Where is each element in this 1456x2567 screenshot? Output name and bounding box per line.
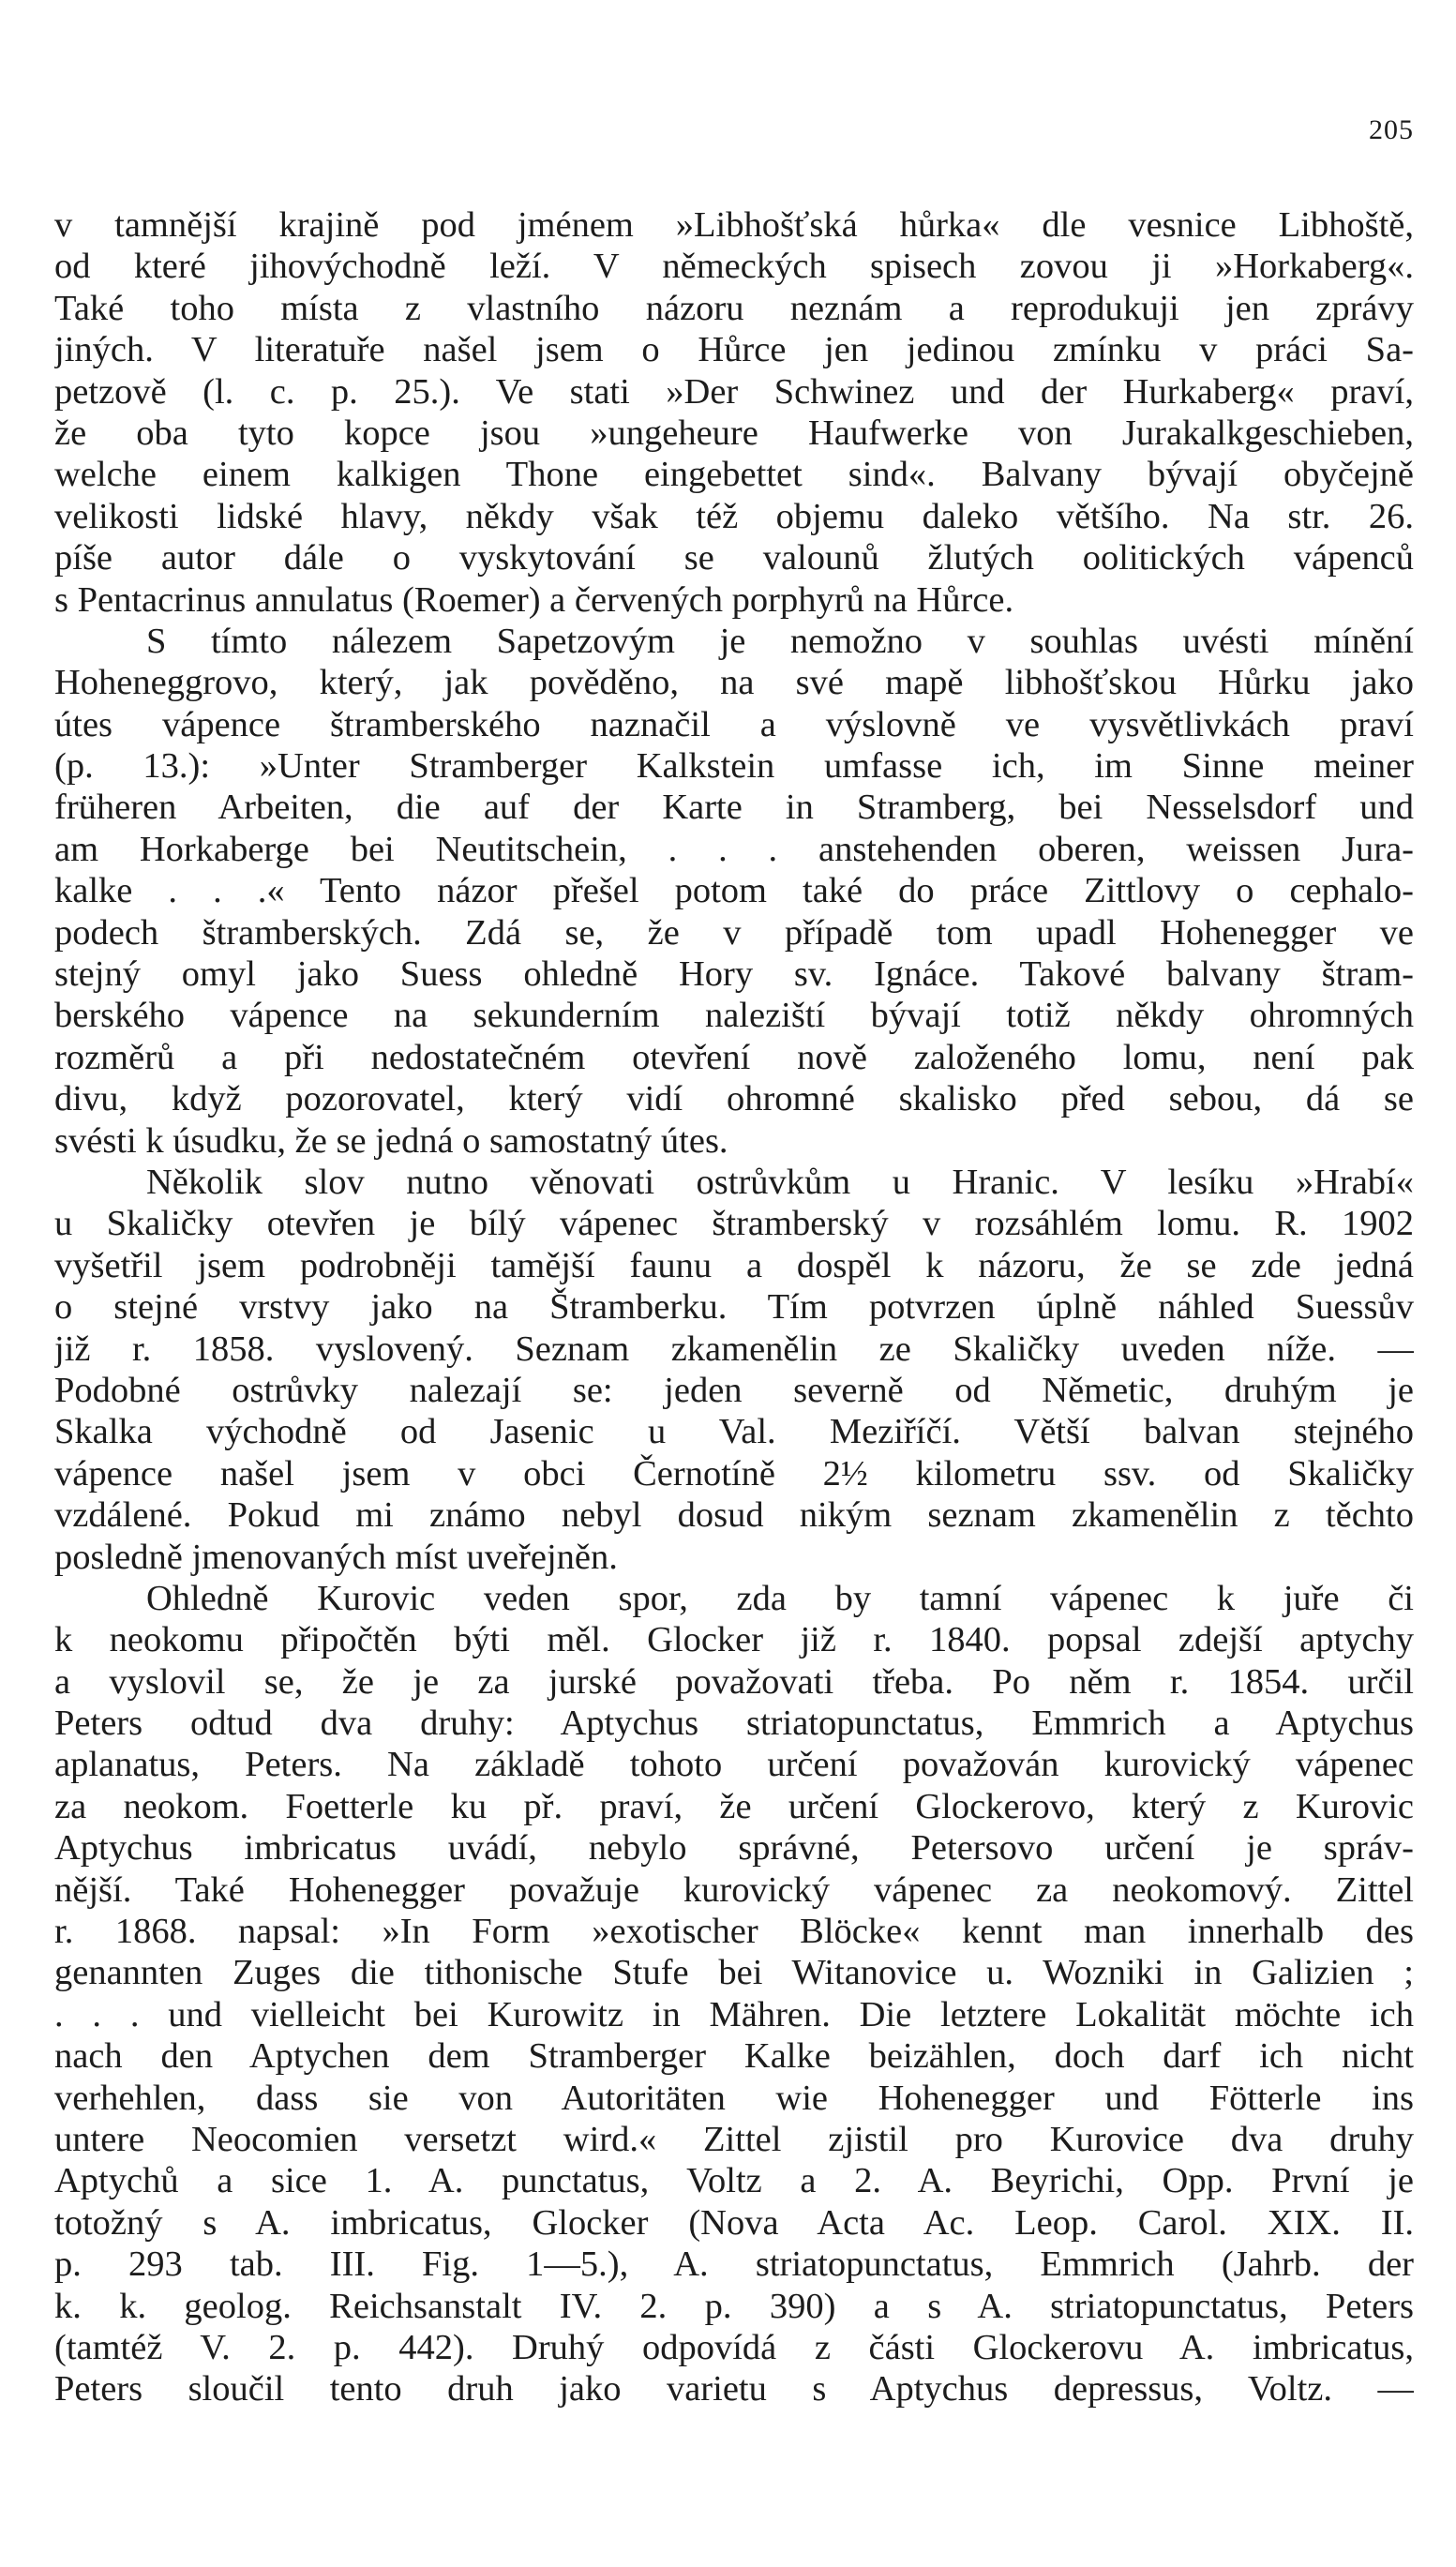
text-line: již r. 1858. vyslovený. Seznam zkamenělin ze Skaličky uveden níže. —	[54, 1329, 1414, 1369]
text-line: (tamtéž V. 2. p. 442). Druhý odpovídá z části Glockerovu A. imbricatus,	[54, 2327, 1414, 2367]
text-line: velikosti lidské hlavy, někdy však též objemu daleko většího. Na str. 26.	[54, 496, 1414, 536]
text-line: rozměrů a při nedostatečném otevření nově založeného lomu, není pak	[54, 1037, 1414, 1077]
text-line: stejný omyl jako Suess ohledně Hory sv. Ignáce. Takové balvany štram-	[54, 954, 1414, 995]
text-line: vápence našel jsem v obci Černotíně 2½ kilometru ssv. od Skaličky	[54, 1453, 1414, 1494]
text-line: k. k. geolog. Reichsanstalt IV. 2. p. 390) a s A. striatopunctatus, Peters	[54, 2286, 1414, 2326]
text-line: útes vápence štramberského naznačil a výslovně ve vysvětlivkách praví	[54, 704, 1414, 744]
text-line: Několik slov nutno věnovati ostrůvkům u Hranic. V lesíku »Hrabí«	[146, 1162, 1414, 1202]
text-line: že oba tyto kopce jsou »ungeheure Haufwerke von Jurakalkgeschieben,	[54, 413, 1414, 453]
text-line: svésti k úsudku, že se jedná o samostatný útes.	[54, 1120, 728, 1161]
text-line: genannten Zuges die tithonische Stufe bei Witanovice u. Wozniki in Galizien ;	[54, 1953, 1414, 1993]
text-line: petzově (l. c. p. 25.). Ve stati »Der Schwinez und der Hurkaberg« praví,	[54, 371, 1414, 412]
text-line: s Pentacrinus annulatus (Roemer) a červených porphyrů na Hůrce.	[54, 579, 1014, 620]
text-line: a vyslovil se, že je za jurské považovati třeba. Po něm r. 1854. určil	[54, 1661, 1414, 1702]
text-line: posledně jmenovaných míst uveřejněn.	[54, 1537, 618, 1577]
text-line: totožný s A. imbricatus, Glocker (Nova Acta Ac. Leop. Carol. XIX. II.	[54, 2202, 1414, 2243]
text-line: (p. 13.): »Unter Stramberger Kalkstein umfasse ich, im Sinne meiner	[54, 746, 1414, 787]
text-line: v tamnější krajině pod jménem »Libhošťská hůrka« dle vesnice Libhoště,	[54, 205, 1414, 245]
text-line: nach den Aptychen dem Stramberger Kalke beizählen, doch darf ich nicht	[54, 2036, 1414, 2077]
text-line: podech štramberských. Zdá se, že v případě tom upadl Hohenegger ve	[54, 912, 1414, 953]
text-line: Peters odtud dva druhy: Aptychus striatopunctatus, Emmrich a Aptychus	[54, 1704, 1414, 1744]
text-line: Aptychů a sice 1. A. punctatus, Voltz a 2. A. Beyrichi, Opp. První je	[54, 2161, 1414, 2201]
page-number: 205	[1369, 114, 1414, 145]
text-line: früheren Arbeiten, die auf der Karte in Stramberg, bei Nesselsdorf und	[54, 788, 1414, 828]
text-line: r. 1868. napsal: »In Form »exotischer Blöcke« kennt man innerhalb des	[54, 1912, 1414, 1952]
text-line: kalke . . .« Tento názor přešel potom také do práce Zittlovy o cephalo-	[54, 871, 1414, 911]
text-line: . . . und vielleicht bei Kurowitz in Mähren. Die letztere Lokalität möchte ich	[54, 1994, 1414, 2034]
text-line: verhehlen, dass sie von Autoritäten wie Hohenegger und Fötterle ins	[54, 2078, 1414, 2118]
text-line: S tímto nálezem Sapetzovým je nemožno v souhlas uvésti mínění	[146, 621, 1414, 661]
text-line: vyšetřil jsem podrobněji tamější faunu a dospěl k názoru, že se zde jedná	[54, 1245, 1414, 1285]
text-line: Peters sloučil tento druh jako varietu s Aptychus depressus, Voltz. —	[54, 2369, 1414, 2409]
text-line: divu, když pozorovatel, který vidí ohromné skalisko před sebou, dá se	[54, 1079, 1414, 1119]
text-line: Také toho místa z vlastního názoru neznám a reprodukuji jen zprávy	[54, 288, 1414, 328]
text-line: vzdálené. Pokud mi známo nebyl dosud nikým seznam zkamenělin z těchto	[54, 1495, 1414, 1536]
text-line: p. 293 tab. III. Fig. 1—5.), A. striatopunctatus, Emmrich (Jahrb. der	[54, 2244, 1414, 2285]
text-line: o stejné vrstvy jako na Štramberku. Tím potvrzen úplně náhled Suessův	[54, 1287, 1414, 1328]
text-line: berského vápence na sekunderním naleziští bývají totiž někdy ohromných	[54, 996, 1414, 1036]
text-line: Hoheneggrovo, který, jak pověděno, na své mapě libhošťskou Hůrku jako	[54, 663, 1414, 703]
text-line: nější. Také Hohenegger považuje kurovický vápenec za neokomový. Zittel	[54, 1869, 1414, 1910]
text-line: Aptychus imbricatus uvádí, nebylo správné, Petersovo určení je správ-	[54, 1828, 1414, 1869]
body-text	[54, 204, 1414, 2410]
text-line: jiných. V literatuře našel jsem o Hůrce jen jedinou zmínku v práci Sa-	[54, 330, 1414, 370]
text-line: aplanatus, Peters. Na základě tohoto určení považován kurovický vápenec	[54, 1745, 1414, 1785]
text-line: am Horkaberge bei Neutitschein, . . . anstehenden oberen, weissen Jura-	[54, 829, 1414, 869]
text-line: Skalka východně od Jasenic u Val. Meziříčí. Větší balvan stejného	[54, 1412, 1414, 1452]
text-line: untere Neocomien versetzt wird.« Zittel zjistil pro Kurovice dva druhy	[54, 2119, 1414, 2159]
text-line: welche einem kalkigen Thone eingebettet sind«. Balvany bývají obyčejně	[54, 455, 1414, 495]
text-line: k neokomu připočtěn býti měl. Glocker již r. 1840. popsal zdejší aptychy	[54, 1620, 1414, 1660]
text-line: Podobné ostrůvky nalezají se: jeden severně od Němetic, druhým je	[54, 1370, 1414, 1410]
text-line: od které jihovýchodně leží. V německých spisech zovou ji »Horkaberg«.	[54, 247, 1414, 287]
text-line: za neokom. Foetterle ku př. praví, že určení Glockerovo, který z Kurovic	[54, 1786, 1414, 1826]
text-line: u Skaličky otevřen je bílý vápenec štramberský v rozsáhlém lomu. R. 1902	[54, 1204, 1414, 1244]
text-line: Ohledně Kurovic veden spor, zda by tamní vápenec k juře či	[146, 1578, 1414, 1618]
text-line: píše autor dále o vyskytování se valounů žlutých oolitických vápenců	[54, 538, 1414, 578]
